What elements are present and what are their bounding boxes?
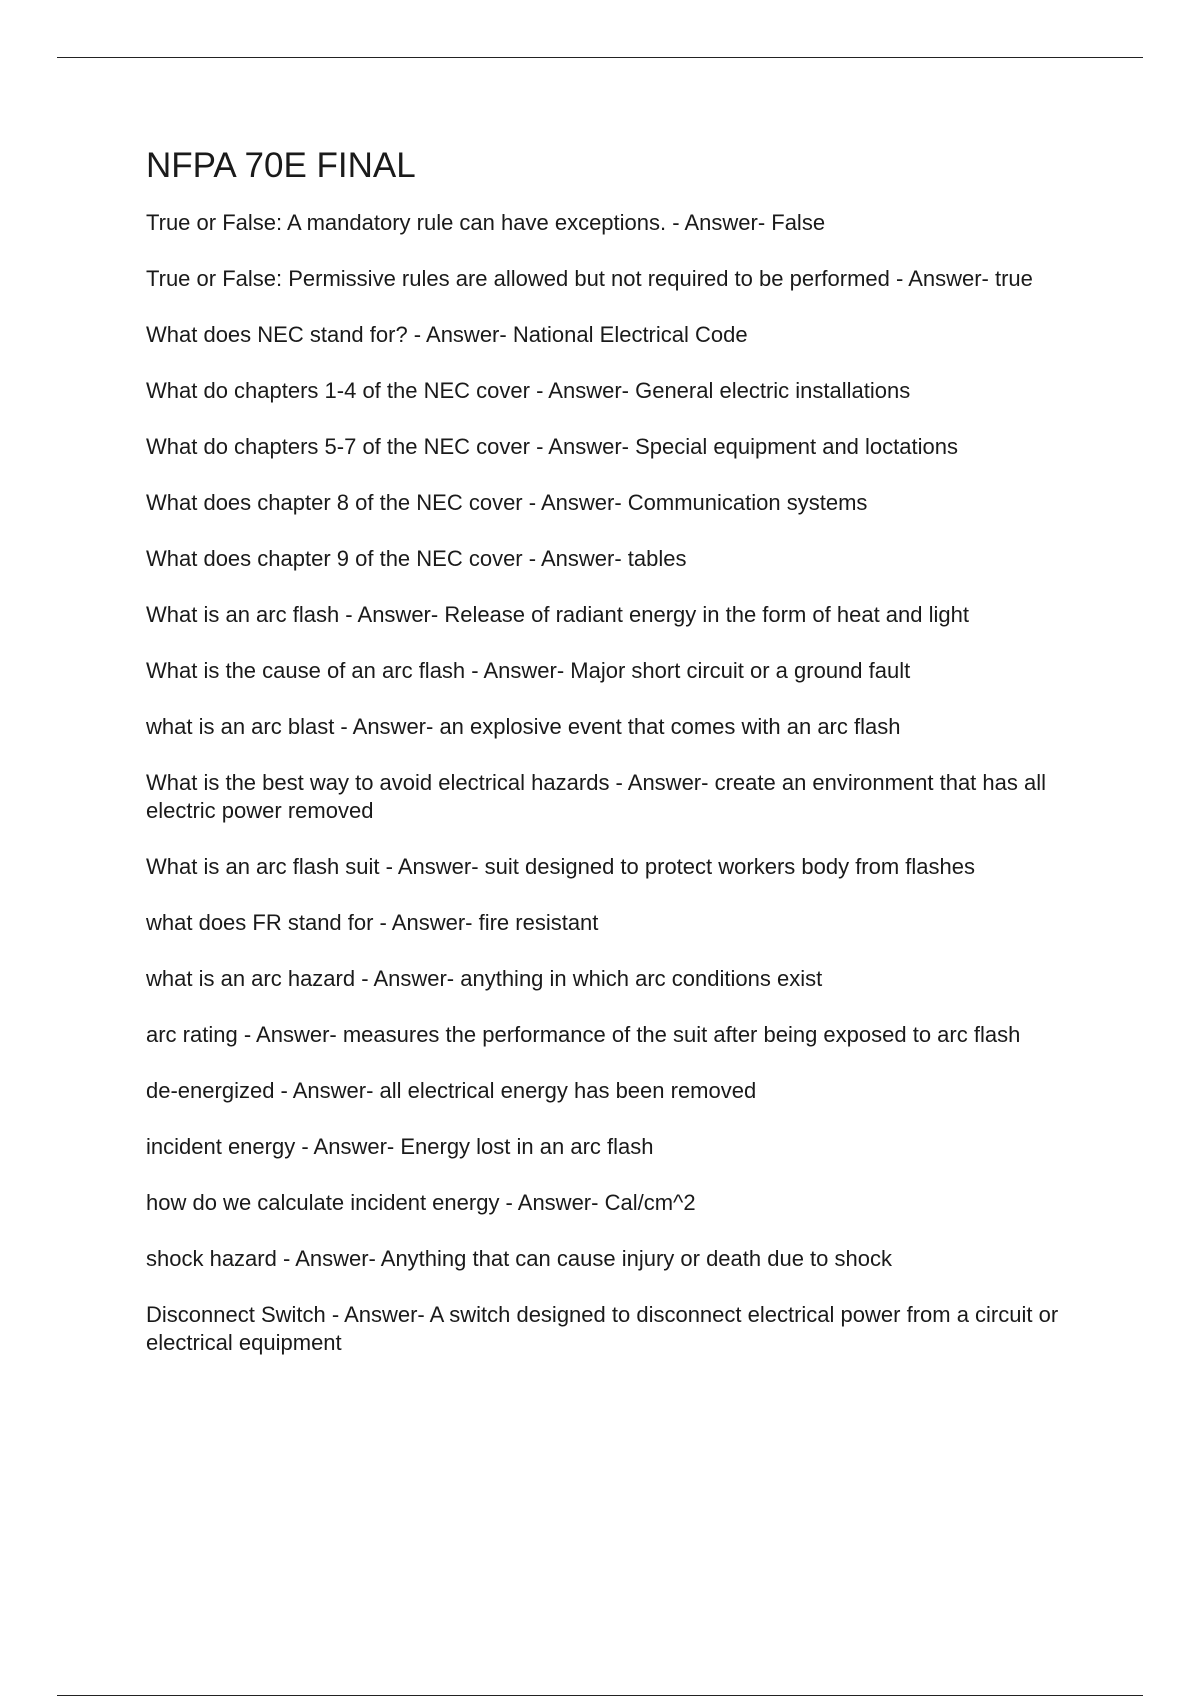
qa-item: What does chapter 9 of the NEC cover - Answer- tables: [146, 546, 687, 571]
qa-item: arc rating - Answer- measures the performance of the suit after being exposed to arc flash: [146, 1022, 1021, 1047]
qa-list: [146, 209, 1086, 1357]
document-body: [146, 145, 1086, 1385]
qa-item: de-energized - Answer- all electrical energy has been removed: [146, 1078, 757, 1103]
qa-item: What do chapters 5-7 of the NEC cover - Answer- Special equipment and loctations: [146, 434, 958, 459]
qa-item: what is an arc blast - Answer- an explosive event that comes with an arc flash: [146, 714, 901, 739]
qa-item: Disconnect Switch - Answer- A switch designed to disconnect electrical power from a circuit or electrical equipment: [146, 1302, 1059, 1355]
qa-item: What is the cause of an arc flash - Answer- Major short circuit or a ground fault: [146, 658, 911, 683]
qa-item: What is an arc flash suit - Answer- suit designed to protect workers body from flashes: [146, 854, 976, 879]
qa-item: What is the best way to avoid electrical hazards - Answer- create an environment that has all electric power removed: [146, 770, 1046, 823]
page-title: NFPA 70E FINAL: [146, 146, 416, 185]
qa-item: True or False: Permissive rules are allowed but not required to be performed - Answer- true: [146, 266, 1033, 291]
qa-item: what is an arc hazard - Answer- anything in which arc conditions exist: [146, 966, 823, 991]
qa-item: What do chapters 1-4 of the NEC cover - Answer- General electric installations: [146, 378, 911, 403]
qa-item: incident energy - Answer- Energy lost in an arc flash: [146, 1134, 654, 1159]
qa-item: True or False: A mandatory rule can have exceptions. - Answer- False: [146, 210, 826, 235]
top-divider: [57, 57, 1143, 58]
qa-item: What does chapter 8 of the NEC cover - Answer- Communication systems: [146, 490, 868, 515]
qa-item: What is an arc flash - Answer- Release of radiant energy in the form of heat and light: [146, 602, 969, 627]
qa-item: what does FR stand for - Answer- fire resistant: [146, 910, 599, 935]
qa-item: how do we calculate incident energy - Answer- Cal/cm^2: [146, 1190, 696, 1215]
qa-item: What does NEC stand for? - Answer- National Electrical Code: [146, 322, 748, 347]
bottom-divider: [57, 1695, 1143, 1696]
qa-item: shock hazard - Answer- Anything that can cause injury or death due to shock: [146, 1246, 892, 1271]
